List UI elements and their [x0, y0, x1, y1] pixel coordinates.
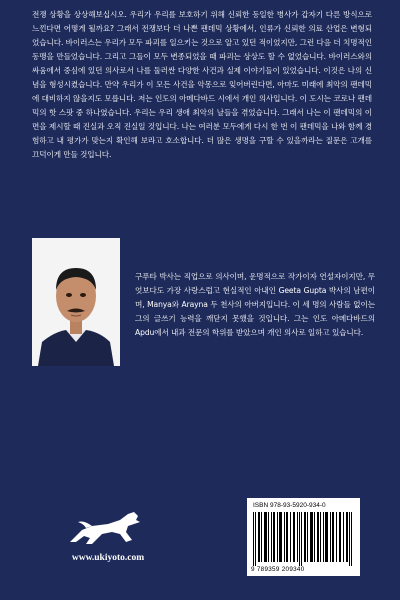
back-cover-synopsis: 전쟁 상황을 상상해보십시오. 우리가 우리를 보호하기 위해 신뢰한 동일한 병사가 갑자기 다른 방식으로 느낀다면 어떻게 될까요? 그래서 전쟁보다 더 나쁜 팬데믹 상황에서, 인류가 신뢰한 의료 산업은 변형되었습니다. 바이러스는 우리가 모두 파괴를 일으키는 것으로 알고 있던 적이었지만, 그런 다음 더 치명적인 동맹을 만들었습니다. 그리고 그들이 모두 변종되었을 때 파괴는 상상도 할 수 없었습니다. 바이러스와의 싸움에서 중심에 있던 의사로서 나를 둘러싼 다양한 사건과 실제 이야기들이 있었습니다. 이것은 나의 신념을 형성시켰습니다. 만약 우리가 이 모든 사건을 악몽으로 잊어버린다면, 아마도 미래에 최악의 팬데믹에 대비하지 않을지도 모릅니다. 저는 인도의 아메다바드 시에서 개인 의사입니다. 이 도시는 코로나 팬데믹의 핫 스팟 중 하나였습니다. 우리는 우리 생애 최악의 날들을 겪었습니다. 그래서 나는 이 팬데믹의 이 면을 제시할 때 진실과 오직 진실일 것입니다. 나는 여러분 모두에게 다시 한 번 이 팬데믹을 나와 함께 경험하고 내 평가가 맞는지 확인해 보라고 호소합니다. 더 많은 생명을 구할 수 있을까라는 질문은 고개를 끄덕이게 만들 것입니다. — [32, 10, 372, 159]
author-photo — [32, 238, 120, 366]
ukiyoto-tiger-logo — [68, 508, 148, 546]
isbn-barcode — [247, 498, 360, 576]
isbn-number: ISBN 978-93-5920-934-0 — [253, 502, 326, 509]
author-biography: 구푸타 박사는 직업으로 의사이며, 운명적으로 작가이자 연설자이지만, 무엇보다도 가장 사랑스럽고 현실적인 아내인 Geeta Gupta 박사의 남편이며, Manya와 Arayna 두 천사의 아버지입니다. 이 세 명의 사람들 없이는 그의 글쓰기 능력을 깨닫지 못했을 것입니다. 그는 인도 아메다바드의 Apdu에서 내과 전문의 학위를 받았으며 개인 의사로 일하고 있습니다. — [135, 272, 375, 337]
publisher-website[interactable]: www.ukiyoto.com — [71, 553, 145, 563]
barcode-digits: 9 789359 209340 — [251, 566, 305, 573]
